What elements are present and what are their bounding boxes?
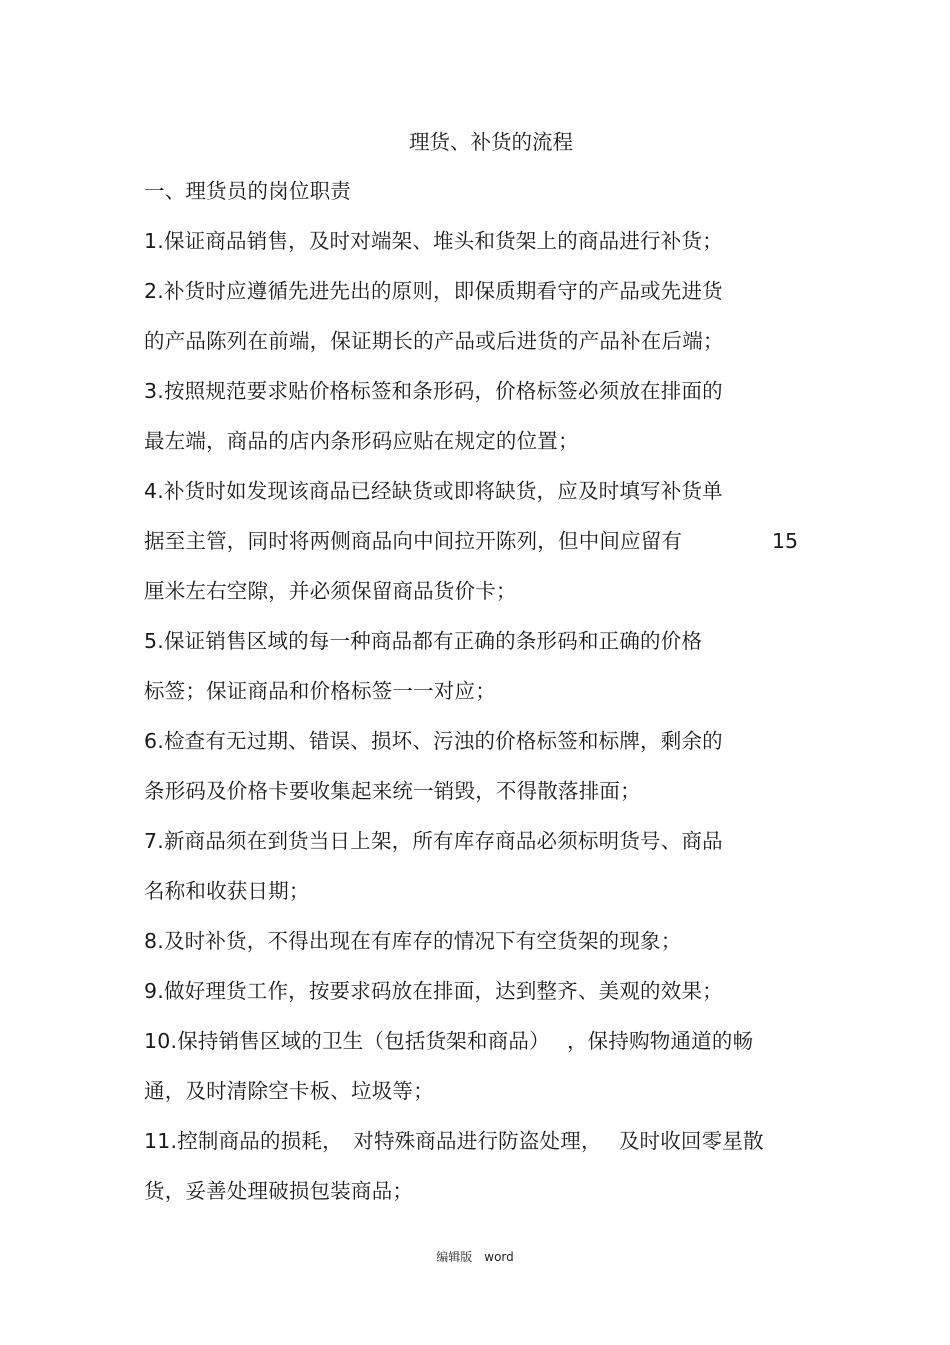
paragraph-line: 10.保持销售区域的卫生（包括货架和商品） ，保持购物通道的畅 [144,1029,754,1053]
paragraph-line: 名称和收获日期； [144,879,310,903]
paragraph-line: 7.新商品须在到货当日上架，所有库存商品必须标明货号、商品 [144,829,723,853]
gap-number: 15 [772,529,799,553]
paragraph-line: 6.检查有无过期、错误、损坏、污浊的价格标签和标牌，剩余的 [144,729,723,753]
paragraph-line: 条形码及价格卡要收集起来统一销毁，不得散落排面； [144,779,641,803]
paragraph-line: 通，及时清除空卡板、垃圾等； [144,1079,434,1103]
document-title: 理货、补货的流程 [409,130,573,154]
paragraph-line: 2.补货时应遵循先进先出的原则，即保质期看守的产品或先进货 [144,279,723,303]
section-heading: 一、理货员的岗位职责 [144,179,351,203]
paragraph-line: 3.按照规范要求贴价格标签和条形码，价格标签必须放在排面的 [144,379,723,403]
paragraph-line: 最左端，商品的店内条形码应贴在规定的位置； [144,429,579,453]
paragraph-line: 9.做好理货工作，按要求码放在排面，达到整齐、美观的效果； [144,979,723,1003]
paragraph-line: 据至主管，同时将两侧商品向中间拉开陈列，但中间应留有 [144,529,683,553]
paragraph-line: 4.补货时如发现该商品已经缺货或即将缺货，应及时填写补货单 [144,479,723,503]
paragraph-line: 的产品陈列在前端，保证期长的产品或后进货的产品补在后端； [144,329,724,353]
paragraph-line: 8.及时补货，不得出现在有库存的情况下有空货架的现象； [144,929,682,953]
paragraph-line: 标签；保证商品和价格标签一一对应； [144,679,496,703]
page-footer: 编辑版 word [436,1250,514,1264]
paragraph-line: 11.控制商品的损耗， 对特殊商品进行防盗处理， 及时收回零星散 [144,1129,764,1153]
paragraph-line: 1.保证商品销售，及时对端架、堆头和货架上的商品进行补货； [144,229,723,253]
paragraph-line: 5.保证销售区域的每一种商品都有正确的条形码和正确的价格 [144,629,703,653]
paragraph-line: 厘米左右空隙，并必须保留商品货价卡； [144,579,517,603]
paragraph-line: 货，妥善处理破损包装商品； [144,1179,414,1203]
